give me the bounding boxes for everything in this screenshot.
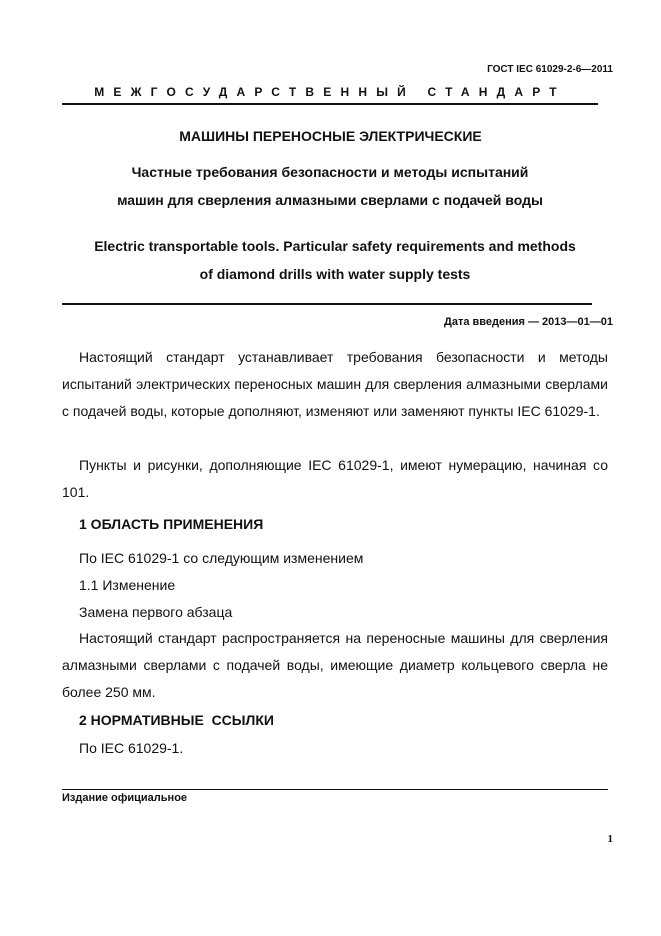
intro-paragraph-1: Настоящий стандарт устанавливает требования безопасности и методы испытаний электрических переносных машин для сверления алмазными сверлами с подачей воды, которые дополняют, изменяют или заменяют пункты IEC 61029-1. xyxy=(62,349,608,419)
section-1-heading: 1 ОБЛАСТЬ ПРИМЕНЕНИЯ xyxy=(79,516,264,532)
english-title-line-2: of diamond drills with water supply tests xyxy=(199,266,471,282)
section-2-heading: 2 НОРМАТИВНЫЕ ССЫЛКИ xyxy=(79,712,274,728)
official-edition-label: Издание официальное xyxy=(62,792,188,804)
section-1-line-1: По IEC 61029-1 со следующим изменением xyxy=(79,550,364,566)
interstate-standard-label: МЕЖГОСУДАРСТВЕННЫЙ СТАНДАРТ xyxy=(94,85,566,99)
document-title: МАШИНЫ ПЕРЕНОСНЫЕ ЭЛЕКТРИЧЕСКИЕ xyxy=(179,128,482,144)
intro-paragraph-2: Пункты и рисунки, дополняющие IEC 61029-1, имеют нумерацию, начиная со 101. xyxy=(62,457,608,500)
section-1-line-3: Замена первого абзаца xyxy=(79,604,233,620)
section-1-paragraph: Настоящий стандарт распространяется на переносные машины для сверления алмазными сверлами с подачей воды, имеющие диаметр кольцевого сверла не более 250 мм. xyxy=(62,630,608,700)
header-divider xyxy=(62,103,598,105)
page-number: 1 xyxy=(607,833,613,845)
footer-divider xyxy=(62,789,608,790)
subtitle-line-2: машин для сверления алмазными сверлами с подачей воды xyxy=(117,192,543,208)
english-title-line-1: Electric transportable tools. Particular safety requirements and methods xyxy=(94,238,576,254)
section-2-line-1: По IEC 61029-1. xyxy=(79,740,184,756)
document-code: ГОСТ IEC 61029-2-6—2011 xyxy=(487,64,613,75)
introduction-date: Дата введения — 2013—01—01 xyxy=(444,316,613,328)
section-1-line-2: 1.1 Изменение xyxy=(79,577,176,593)
subtitle-line-1: Частные требования безопасности и методы испытаний xyxy=(131,164,529,180)
title-divider xyxy=(62,303,592,305)
